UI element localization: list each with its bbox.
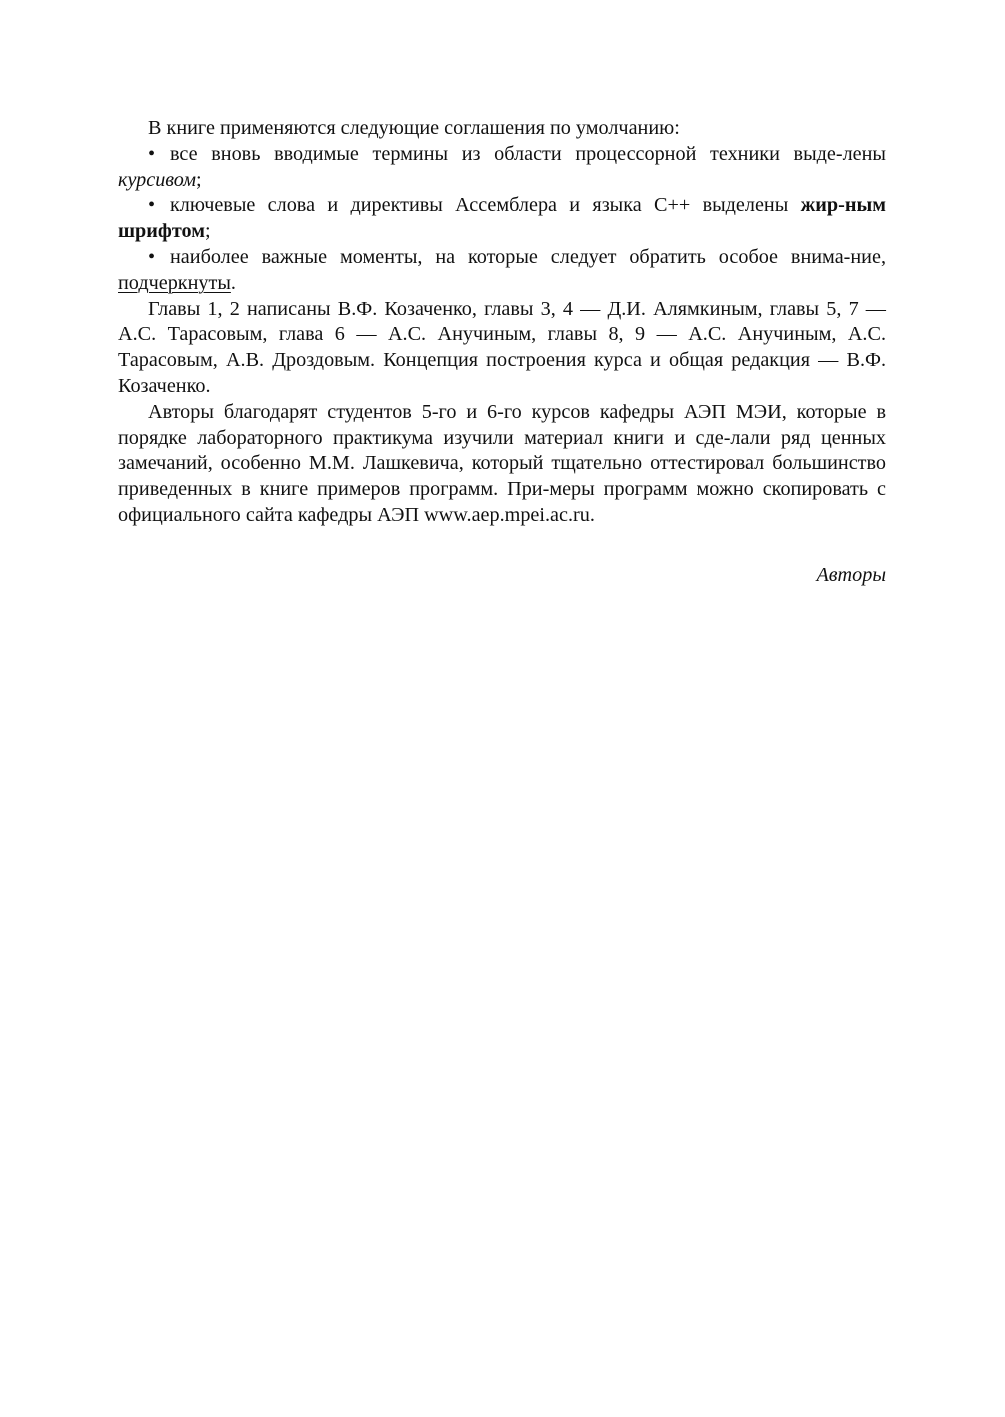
intro-paragraph: В книге применяются следующие соглашения по умолчанию: bbox=[148, 117, 680, 139]
underlined-term: подчеркнуты bbox=[118, 271, 231, 294]
bullet-text-end: ; bbox=[204, 220, 211, 243]
bullet-item-italic bbox=[118, 142, 886, 194]
bullet-text-end: ; bbox=[196, 168, 202, 191]
bullet-icon: • bbox=[148, 245, 156, 268]
bullet-item-underline bbox=[118, 245, 886, 297]
bullet-text-end: . bbox=[230, 271, 236, 294]
bullet-text: наиболее важные моменты, на которые следует обратить особое внима-ние, bbox=[170, 245, 886, 268]
bullet-icon: • bbox=[148, 194, 156, 217]
italic-term: курсивом bbox=[118, 168, 196, 191]
bullet-text: ключевые слова и директивы Ассемблера и языка С++ выделены bbox=[170, 194, 801, 217]
bullet-text: все вновь вводимые термины из области процессорной техники выде-лены bbox=[170, 142, 886, 165]
authors-paragraph: Главы 1, 2 написаны В.Ф. Козаченко, главы 3, 4 — Д.И. Алямкиным, главы 5, 7 — А.С. Тарасовым, глава 6 — А.С. Анучиным, главы 8, 9 — А.С. Анучиным, А.С. Тарасовым, А.В. Дроздовым. Концепция построения курса и общая редакция — В.Ф. Козаченко. bbox=[118, 297, 886, 397]
bold-term: жир-ным шрифтом bbox=[118, 194, 886, 243]
thanks-paragraph: Авторы благодарят студентов 5-го и 6-го курсов кафедры АЭП МЭИ, которые в порядке лабораторного практикума изучили материал книги и сде-лали ряд ценных замечаний, особенно М.М. Лашкевича, который тщательно оттестировал большинство приведенных в книге примеров программ. При-меры программ можно скопировать с официального сайта кафедры АЭП www.aep.mpei.ac.ru. bbox=[118, 400, 886, 526]
document-page bbox=[118, 116, 886, 589]
bullet-item-bold bbox=[118, 193, 886, 245]
signature: Авторы bbox=[816, 563, 886, 586]
bullet-icon: • bbox=[148, 142, 156, 165]
